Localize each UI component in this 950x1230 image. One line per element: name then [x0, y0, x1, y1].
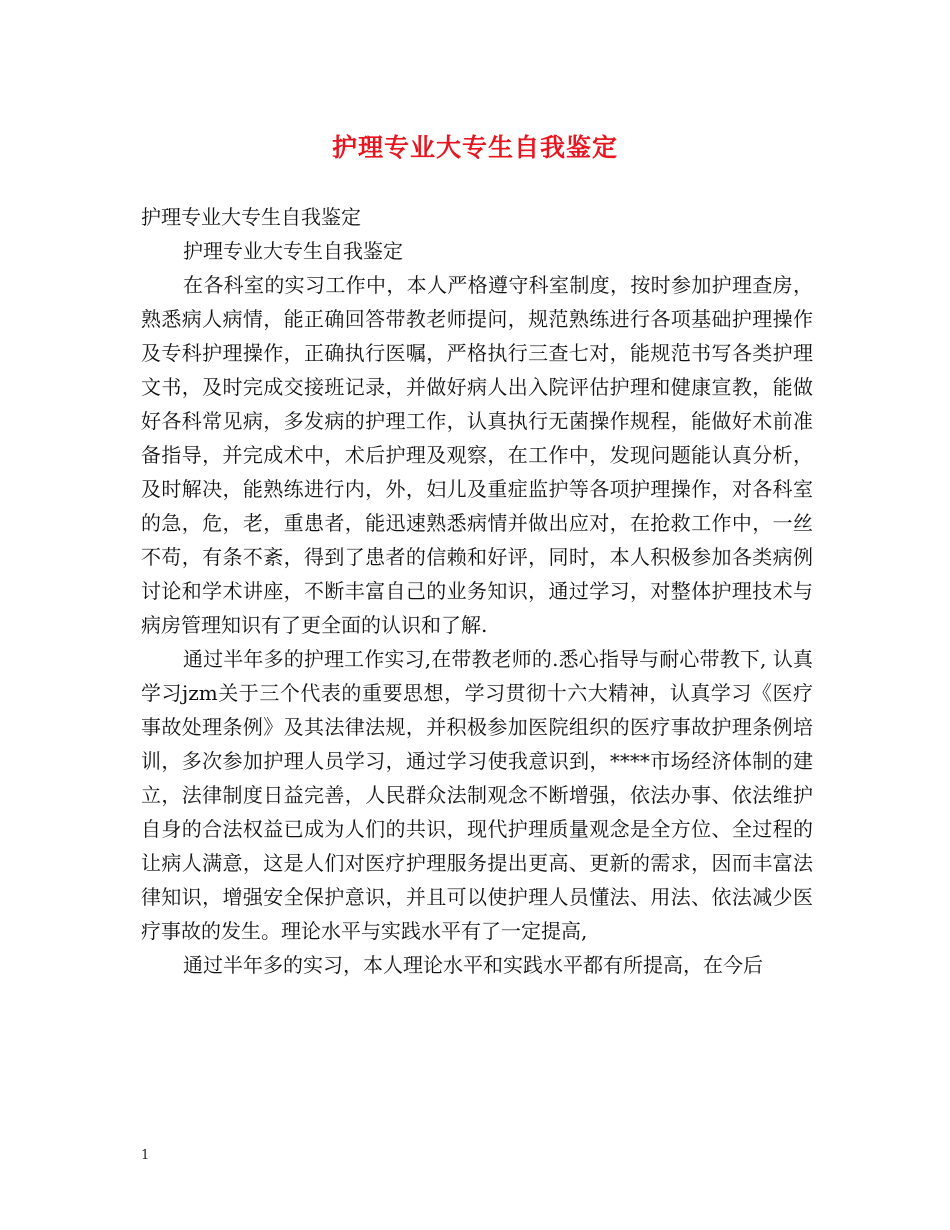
document-title: 护理专业大专生自我鉴定	[331, 133, 618, 162]
page-number: 1	[141, 1148, 150, 1163]
document-body	[141, 200, 813, 982]
section-subheading: 护理专业大专生自我鉴定	[183, 239, 403, 263]
paragraph-2: 通过半年多的护理工作实习,在带教老师的.悉心指导与耐心带教下, 认真学习jzm关于三个代表的重要思想，学习贯彻十六大精神，认真学习《医疗事故处理条例》及其法律法规，并积极参加医院组织的医疗事故护理条例培训，多次参加护理人员学习，通过学习使我意识到，****市场经济体制的建立，法律制度日益完善，人民群众法制观念不断增强，依法办事、依法维护自身的合法权益已成为人们的共识，现代护理质量观念是全方位、全过程的让病人满意，这是人们对医疗护理服务提出更高、更新的需求，因而丰富法律知识，增强安全保护意识，并且可以使护理人员懂法、用法、依法减少医疗事故的发生。理论水平与实践水平有了一定提高,	[141, 647, 813, 943]
paragraph-1: 在各科室的实习工作中，本人严格遵守科室制度，按时参加护理查房，熟悉病人病情，能正确回答带教老师提问，规范熟练进行各项基础护理操作及专科护理操作，正确执行医嘱，严格执行三查七对，能规范书写各类护理文书，及时完成交接班记录，并做好病人出入院评估护理和健康宣教，能做好各科常见病，多发病的护理工作，认真执行无菌操作规程，能做好术前准备指导，并完成术中，术后护理及观察，在工作中，发现问题能认真分析，及时解决，能熟练进行内，外，妇儿及重症监护等各项护理操作，对各科室的急，危，老，重患者，能迅速熟悉病情并做出应对，在抢救工作中，一丝不苟，有条不紊，得到了患者的信赖和好评，同时，本人积极参加各类病例讨论和学术讲座，不断丰富自己的业务知识，通过学习，对整体护理技术与病房管理知识有了更全面的认识和了解.	[141, 273, 813, 637]
section-heading: 护理专业大专生自我鉴定	[141, 205, 361, 229]
paragraph-3: 通过半年多的实习，本人理论水平和实践水平都有所提高，在今后	[183, 953, 763, 977]
